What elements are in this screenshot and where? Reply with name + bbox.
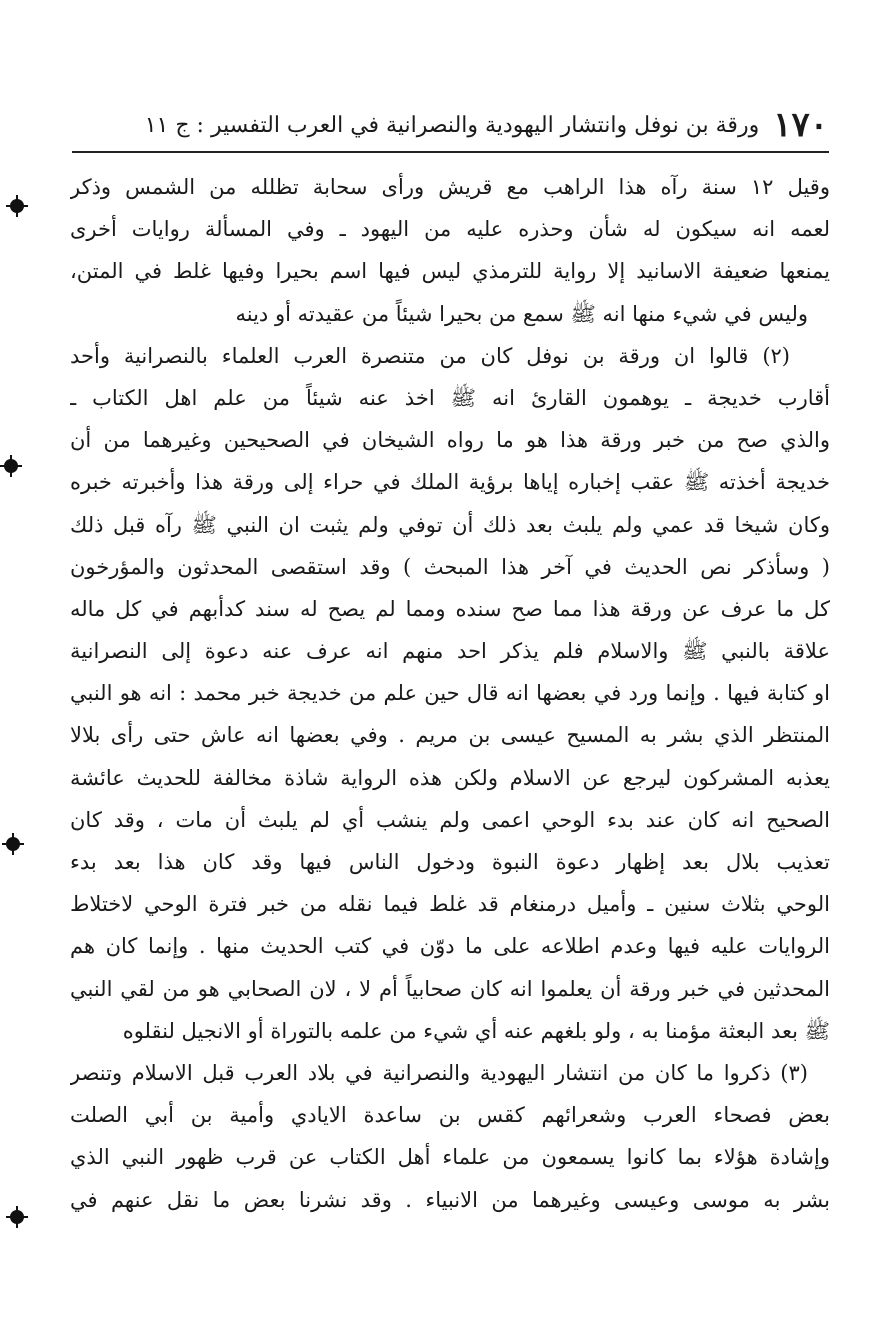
text-line: والذي صح من خبر ورقة هذا هو ما رواه الشيخان في الصحيحين وغيرهما من أن: [70, 428, 830, 453]
text-line: المنتظر الذي بشر به المسيح عيسى بن مريم . وفي بعضها انه عاش حتى رأى بلالا: [70, 723, 830, 748]
text-line: بعض فصحاء العرب وشعرائهم كقس بن ساعدة الايادي وأمية بن أبي الصلت: [70, 1103, 830, 1128]
text-line: يعذبه المشركون ليرجع عن الاسلام ولكن هذه الرواية شاذة مخالفة للحديث عائشة: [70, 765, 830, 790]
text-line: خديجة أخذته ﷺ عقب إخباره إياها برؤية الملك في حراء إلى ورقة هذا وأخبرته خبره: [70, 470, 830, 495]
text-line: يمنعها ضعيفة الاسانيد إلا رواية للترمذي ليس فيها اسم بحيرا وفيها غلط في المتن،: [70, 259, 830, 284]
text-line: أقارب خديجة ـ يوهمون القارئ انه ﷺ اخذ عنه شيئاً من علم اهل الكتاب ـ: [70, 385, 830, 410]
text-line: كل ما عرف عن ورقة هذا مما صح سنده ومما لم يصح له سند كدأبهم في كل ماله: [70, 596, 830, 621]
text-line: وقيل ١٢ سنة رآه هذا الراهب مع قريش ورأى سحابة تظلله من الشمس وذكر: [70, 175, 830, 199]
text-line: الوحي بثلاث سنين ـ وأميل درمنغام قد غلط فيما نقله من خبر فترة الوحي لاختلاط: [70, 892, 830, 917]
text-line: تعذيب بلال بعد إظهار دعوة النبوة ودخول الناس فيها وقد كان هذا بعد بدء: [70, 850, 830, 874]
text-line: وليس في شيء منها انه ﷺ سمع من بحيرا شيئاً من عقيدته أو دينه: [235, 301, 808, 326]
text-line: او كتابة فيها . وإنما ورد في بعضها انه قال حين علم من خديجة خبر محمد : انه هو النبي: [70, 681, 830, 706]
text-line: وإشادة هؤلاء بما كانوا يسمعون من علماء أهل الكتاب عن قرب ظهور النبي الذي: [70, 1145, 830, 1170]
text-line: ( وسأذكر نص الحديث في آخر هذا المبحث ) وقد استقصى المحدثون والمؤرخون: [70, 554, 830, 579]
ink-blot-mark: [4, 459, 18, 473]
page-header: [88, 100, 828, 150]
text-line: بشر به موسى وعيسى وغيرهما من الانبياء . وقد نشرنا بعض ما نقل عنهم في: [70, 1187, 830, 1212]
text-line: ﷺ بعد البعثة مؤمنا به ، ولو بلغهم عنه أي شيء من علمه بالتوراة أو الانجيل لنقلوه: [122, 1018, 830, 1043]
text-line: الروايات عليه فيها وعدم اطلاعه على ما دوّن في كتب الحديث منها . وإنما كان هم: [70, 934, 830, 959]
text-line: الصحيح انه كان عند بدء الوحي اعمى ولم ينشب أي لم يلبث أن مات ، وقد كان: [70, 807, 830, 832]
ink-blot-mark: [10, 1210, 24, 1224]
running-title: ورقة بن نوفل وانتشار اليهودية والنصرانية في العرب التفسير : ج ١١: [144, 112, 760, 138]
paragraph-2-first-line: (٢) قالوا ان ورقة بن نوفل كان من متنصرة العرب العلماء بالنصرانية وأحد: [70, 343, 790, 368]
body-text: [70, 166, 830, 1221]
text-line: علاقة بالنبي ﷺ والاسلام فلم يذكر احد منهم انه عرف عنه دعوة إلى النصرانية: [70, 639, 830, 664]
ink-blot-mark: [6, 837, 20, 851]
text-line: وكان شيخا قد عمي ولم يلبث بعد ذلك أن توفي ولم يثبت ان النبي ﷺ رآه قبل ذلك: [70, 512, 830, 537]
text-line: المحدثين في خبر ورقة أن يعلموا انه كان صحابياً أم لا ، لان الصحابي هو من لقي النبي: [70, 976, 830, 1001]
paragraph-3-first-line: (٣) ذكروا ما كان من انتشار اليهودية والنصرانية في بلاد العرب قبل الاسلام وتنصر: [70, 1060, 808, 1085]
text-line: لعمه انه سيكون له شأن وحذره عليه من اليهود ـ وفي المسألة روايات أخرى: [70, 217, 830, 242]
page-number: ١٧٠: [773, 105, 828, 145]
ink-blot-mark: [10, 199, 24, 213]
header-rule: [72, 151, 829, 153]
